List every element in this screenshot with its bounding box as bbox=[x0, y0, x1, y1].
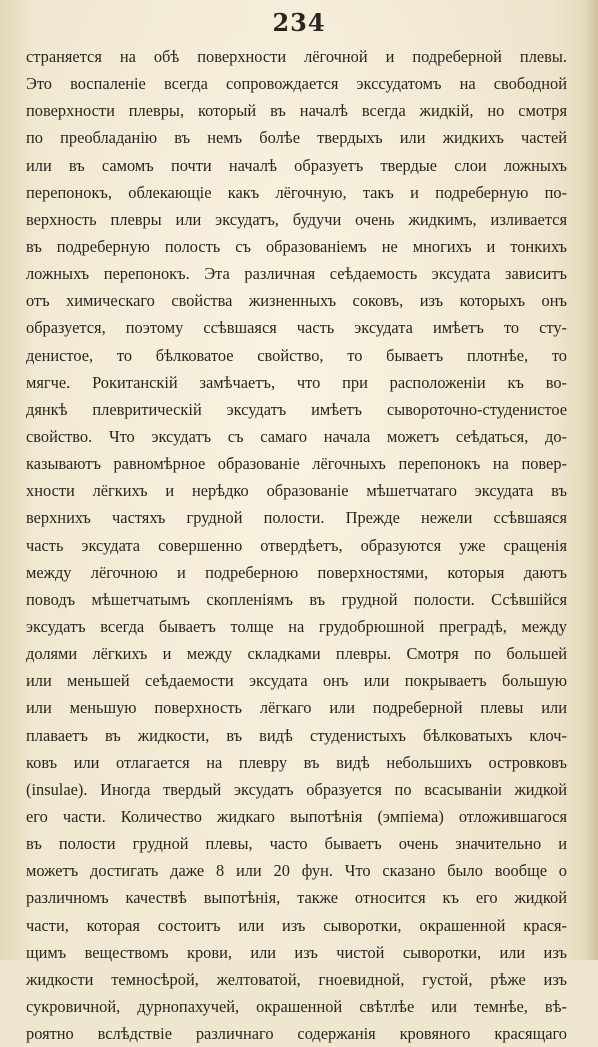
text-line: или меньшей сеѣдаемости эксудата онъ или покрываетъ большую bbox=[26, 671, 567, 691]
text-line: можетъ достигать даже 8 или 20 фун. Что сказано было вообще о bbox=[26, 861, 567, 881]
text-line: дянкѣ плевритическій эксудатъ имѣетъ сывороточно-студенистое bbox=[26, 399, 567, 419]
text-line: различномъ качествѣ выпотѣнія, также относится къ его жидкой bbox=[26, 888, 567, 908]
text-line: перепонокъ, облекающіе какъ лёгочную, такъ и подреберную по- bbox=[26, 182, 567, 202]
text-line: эксудатъ всегда бываетъ толще на грудобрюшной преградѣ, между bbox=[26, 616, 567, 636]
text-line: казываютъ равномѣрное образованіе лёгочныхъ перепонокъ на повер- bbox=[26, 454, 567, 474]
text-line: Это воспаленіе всегда сопровождается экссудатомъ на свободной bbox=[26, 74, 567, 94]
text-line: мягче. Рокитанскій замѣчаетъ, что при расположеніи къ во- bbox=[26, 372, 567, 392]
text-line: долями лёгкихъ и между складками плевры. Смотря по большей bbox=[26, 644, 567, 664]
text-line: страняется на обѣ поверхности лёгочной и подреберной плевы. bbox=[26, 47, 567, 66]
text-line: въ полости грудной плевы, часто бываетъ очень значительно и bbox=[26, 834, 567, 854]
text-line: (insulae). Иногда твердый эксудатъ образуется по всасываніи жидкой bbox=[26, 779, 567, 799]
page-edge-shadow bbox=[584, 0, 598, 960]
text-line: поводъ мѣшетчатымъ скопленіямъ въ грудной полости. Ссѣвшійся bbox=[26, 589, 567, 609]
text-line: или въ самомъ почти началѣ образуетъ твердые слои ложныхъ bbox=[26, 155, 567, 175]
text-line: сукровичной, дурнопахучей, окрашенной свѣтлѣе или темнѣе, вѣ- bbox=[26, 996, 567, 1016]
text-line: по преобладанію въ немъ болѣе твердыхъ или жидкихъ частей bbox=[26, 128, 567, 148]
text-line: ковъ или отлагается на плевру въ видѣ небольшихъ островковъ bbox=[26, 752, 567, 772]
text-line: ложныхъ перепонокъ. Эта различная сеѣдаемость эксудата зависитъ bbox=[26, 264, 567, 284]
body-text bbox=[26, 43, 567, 1047]
page-number: 234 bbox=[272, 8, 326, 37]
text-line: хности лёгкихъ и нерѣдко образованіе мѣшетчатаго эксудата въ bbox=[26, 481, 567, 501]
text-line: въ подреберную полость съ образованіемъ не многихъ и тонкихъ bbox=[26, 236, 567, 256]
text-line: денистое, то бѣлковатое свойство, то бываетъ плотнѣе, то bbox=[26, 345, 567, 365]
text-line: верхность плевры или эксудатъ, будучи очень жидкимъ, изливается bbox=[26, 209, 567, 229]
text-line: роятно вслѣдствіе различнаго содержанія кровяного красящаго bbox=[26, 1024, 567, 1044]
text-line: между лёгочною и подреберною поверхностями, которыя даютъ bbox=[26, 562, 567, 582]
text-line: щимъ веществомъ крови, или изъ чистой сыворотки, или изъ bbox=[26, 942, 567, 962]
text-line: его части. Количество жидкаго выпотѣнія (эмпіема) отложившагося bbox=[26, 806, 567, 826]
text-line: или меньшую поверхность лёгкаго или подреберной плевы или bbox=[26, 698, 567, 718]
text-line: отъ химическаго свойства жизненныхъ соковъ, изъ которыхъ онъ bbox=[26, 291, 567, 311]
text-line: поверхности плевры, который въ началѣ всегда жидкій, но смотря bbox=[26, 101, 567, 121]
text-line: верхнихъ частяхъ грудной полости. Прежде нежели ссѣвшаяся bbox=[26, 508, 567, 528]
text-line: образуется, поэтому ссѣвшаяся часть эксудата имѣетъ то сту- bbox=[26, 318, 567, 338]
text-line: жидкости темносѣрой, желтоватой, гноевидной, густой, рѣже изъ bbox=[26, 969, 567, 989]
text-line: плаваетъ въ жидкости, въ видѣ студенистыхъ бѣлковатыхъ клоч- bbox=[26, 725, 567, 745]
text-line: части, которая состоитъ или изъ сыворотки, окрашенной крася- bbox=[26, 915, 567, 935]
text-line: свойство. Что эксудатъ съ самаго начала можетъ сеѣдаться, до- bbox=[26, 426, 567, 446]
text-line: часть эксудата совершенно отвердѣетъ, образуются уже сращенія bbox=[26, 535, 567, 555]
